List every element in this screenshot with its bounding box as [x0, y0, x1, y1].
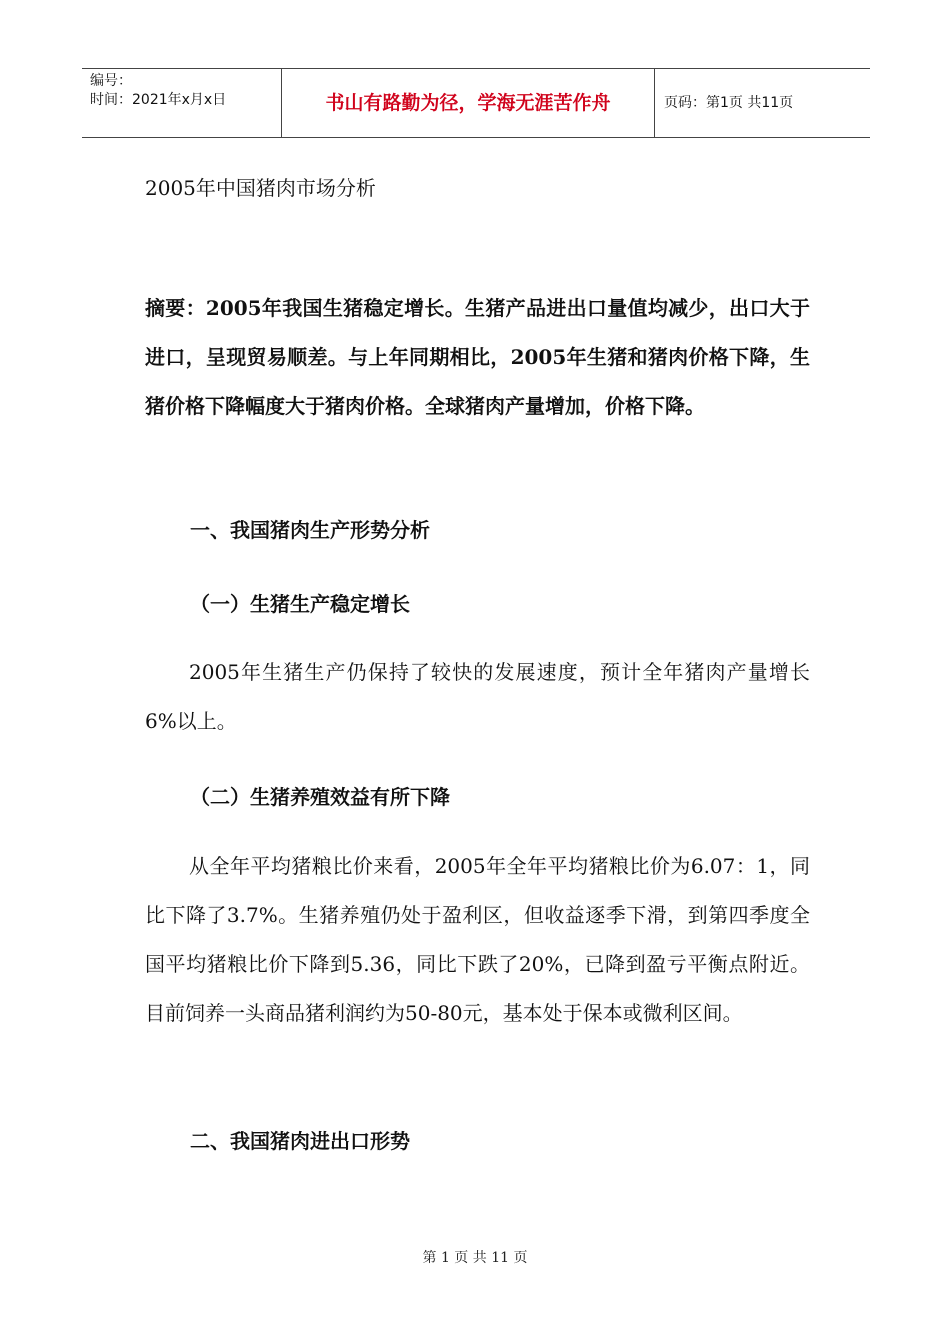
document-title: 2005年中国猪肉市场分析	[145, 176, 376, 200]
document-header	[82, 68, 870, 138]
paragraph-production-growth: 2005年生猪生产仍保持了较快的发展速度，预计全年猪肉产量增长6%以上。	[145, 660, 810, 733]
serial-number-label: 编号：	[90, 73, 132, 89]
header-motto: 书山有路勤为径，学海无涯苦作舟	[282, 69, 655, 137]
subsection-heading-profit: （二）生猪养殖效益有所下降	[190, 785, 450, 809]
date-line: 时间：2021年x月x日	[90, 92, 227, 108]
abstract-paragraph: 摘要：2005年我国生猪稳定增长。生猪产品进出口量值均减少，出口大于进口，呈现贸易顺差。与上年同期相比，2005年生猪和猪肉价格下降，生猪价格下降幅度大于猪肉价格。全球猪肉产量增加，价格下降。	[145, 296, 810, 418]
paragraph-profit-decline: 从全年平均猪粮比价来看，2005年全年平均猪粮比价为6.07：1，同比下降了3.7%。生猪养殖仍处于盈利区，但收益逐季下滑，到第四季度全国平均猪粮比价下降到5.36，同比下跌了20%，已降到盈亏平衡点附近。目前饲养一头商品猪利润约为50-80元，基本处于保本或微利区间。	[145, 854, 810, 1025]
header-page-info: 页码：第1页 共11页	[664, 95, 794, 111]
page-footer: 第 1 页 共 11 页	[422, 1250, 528, 1266]
section-heading-production: 一、我国猪肉生产形势分析	[190, 518, 430, 542]
header-meta-cell	[82, 69, 282, 137]
subsection-heading-growth: （一）生猪生产稳定增长	[190, 592, 410, 616]
section-heading-trade: 二、我国猪肉进出口形势	[190, 1129, 410, 1153]
